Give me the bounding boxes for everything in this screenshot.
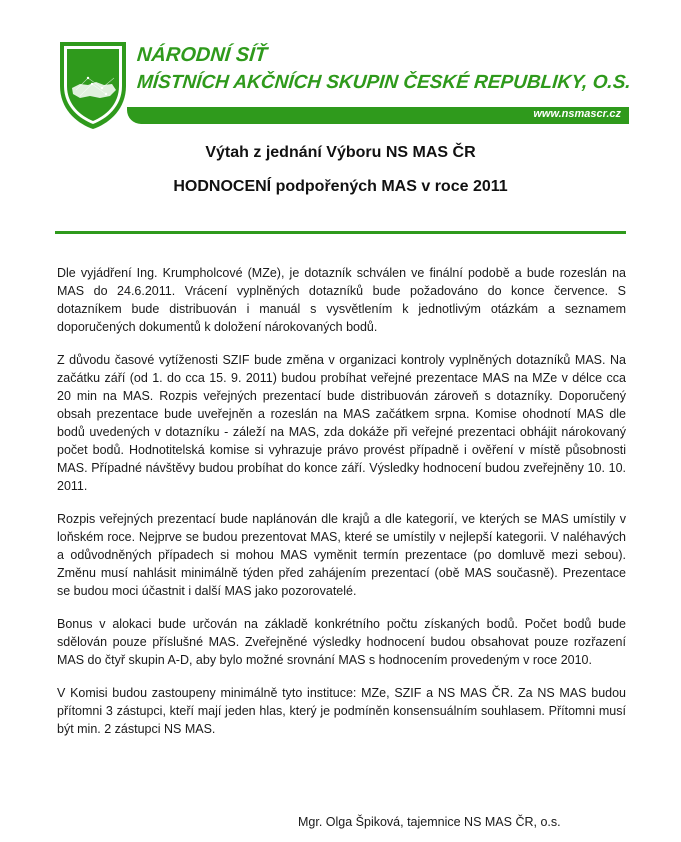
title-divider bbox=[55, 231, 626, 234]
document-title: Výtah z jednání Výboru NS MAS ČR bbox=[205, 144, 476, 161]
url-bar bbox=[127, 107, 629, 124]
organization-name-line2: MÍSTNÍCH AKČNÍCH SKUPIN ČESKÉ REPUBLIKY, O.S. bbox=[136, 72, 632, 93]
paragraph: Dle vyjádření Ing. Krumpholcové (MZe), je dotazník schválen ve finální podobě a bude rozeslán na MAS do 24.6.2011. Vrácení vyplněných dotazníků bude požadováno do konce července. S dotazníkem bude distribuován i manuál s vysvětlením k jednotlivým otázkám a seznamem doporučených dokumentů k doložení nárokovaných bodů. bbox=[57, 266, 626, 334]
nsmas-logo-shield bbox=[58, 38, 128, 130]
letterhead bbox=[58, 38, 638, 138]
website-url[interactable]: www.nsmascr.cz bbox=[533, 108, 621, 120]
paragraph: Bonus v alokaci bude určován na základě konkrétního počtu získaných bodů. Počet bodů bude sdělován pouze příslušné MAS. Zveřejněné výsledky hodnocení budou obsahovat pouze rozřazení MAS do čtyř skupin A-D, aby bylo možné srovnání MAS s hodnocením provedeným v roce 2010. bbox=[57, 617, 626, 667]
signature: Mgr. Olga Špiková, tajemnice NS MAS ČR, o.s. bbox=[298, 815, 561, 829]
paragraph: Z důvodu časové vytíženosti SZIF bude změna v organizaci kontroly vyplněných dotazníků MAS. Na začátku září (od 1. do cca 15. 9. 2011) budou probíhat veřejné prezentace MAS na MZe v délce cca 20 min na MAS. Rozpis veřejných prezentací bude distribuován zároveň s dotazníky. Doporučený obsah prezentace bude uveřejněn a rozeslán na MAS začátkem srpna. Komise ohodnotí MAS dle bodů uvedených v dotazníku - záleží na MAS, zda dokáže při veřejné prezentaci obhájit nárokovaný počet bodů. Hodnotitelská komise si vyhrazuje právo provést případně i ověření v místě působnosti MAS. Případné návštěvy budou probíhat do konce září. Výsledky hodnocení budou zveřejněny 10. 10. 2011. bbox=[57, 353, 626, 493]
document-subtitle: HODNOCENÍ podpořených MAS v roce 2011 bbox=[173, 178, 508, 195]
document-body bbox=[57, 264, 626, 753]
paragraph: Rozpis veřejných prezentací bude naplánován dle krajů a dle kategorií, ve kterých se MAS umístily v loňském roce. Nejprve se budou prezentovat MAS, které se umístily v nejlepší kategorii. V naléhavých a odůvodněných případech si mohou MAS vyměnit termín prezentace (po domluvě mezi sebou). Změnu musí nahlásit minimálně týden před zahájením prezentací (obě MAS současně). Prezentace se budou moci účastnit i další MAS jako pozorovatelé. bbox=[57, 512, 626, 598]
paragraph: V Komisi budou zastoupeny minimálně tyto instituce: MZe, SZIF a NS MAS ČR. Za NS MAS budou přítomni 3 zástupci, kteří mají jeden hlas, který je podmíněn konsensuálním souhlasem. Přítomni musí být min. 2 zástupci NS MAS. bbox=[57, 686, 626, 736]
organization-name-line1: NÁRODNÍ SÍŤ bbox=[136, 44, 269, 66]
